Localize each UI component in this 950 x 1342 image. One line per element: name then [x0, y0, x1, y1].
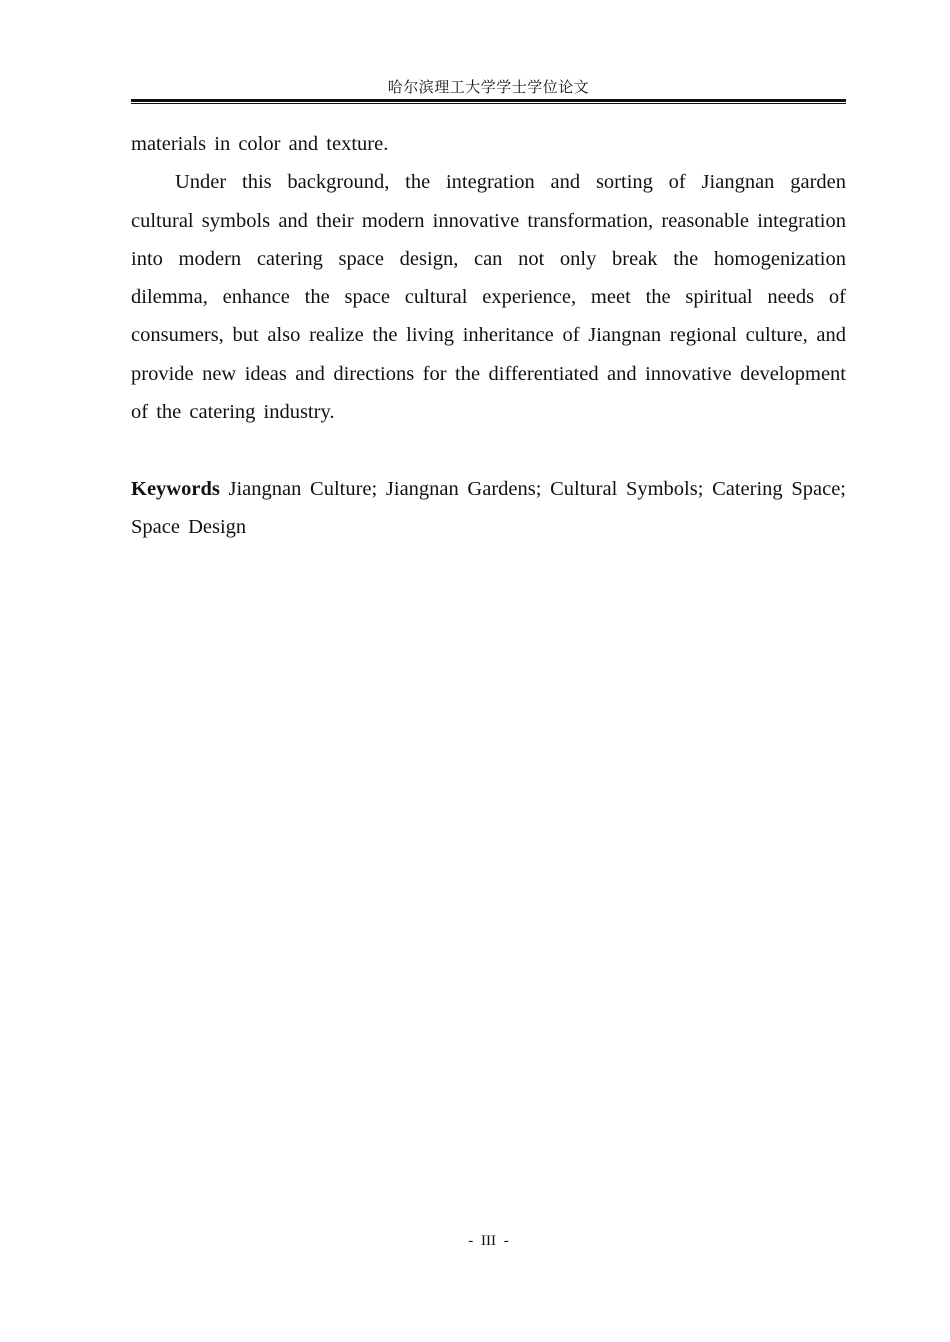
- page-header: 哈尔滨理工大学学士学位论文: [387, 80, 590, 96]
- keywords-text: Jiangnan Culture; Jiangnan Gardens; Cultural Symbols; Catering Space; Space Design: [131, 478, 846, 539]
- page-number: - III -: [468, 1233, 509, 1249]
- abstract-body: [131, 125, 846, 431]
- paragraph-main: Under this background, the integration and sorting of Jiangnan garden cultural symbols and their modern innovative transformation, reasonable integration into modern catering space design, can not only break the homogenization dilemma, enhance the space cultural experience, meet the spiritual needs of consumers, but also realize the living inheritance of Jiangnan regional culture, and provide new ideas and directions for the differentiated and innovative development of the catering industry.: [131, 171, 846, 424]
- header-divider-thick: [131, 99, 846, 102]
- keywords-label: Keywords: [131, 478, 220, 500]
- header-divider-thin: [131, 103, 846, 104]
- keywords-line: [131, 470, 846, 547]
- paragraph-continuation: materials in color and texture.: [131, 133, 389, 155]
- header-divider: [131, 99, 846, 105]
